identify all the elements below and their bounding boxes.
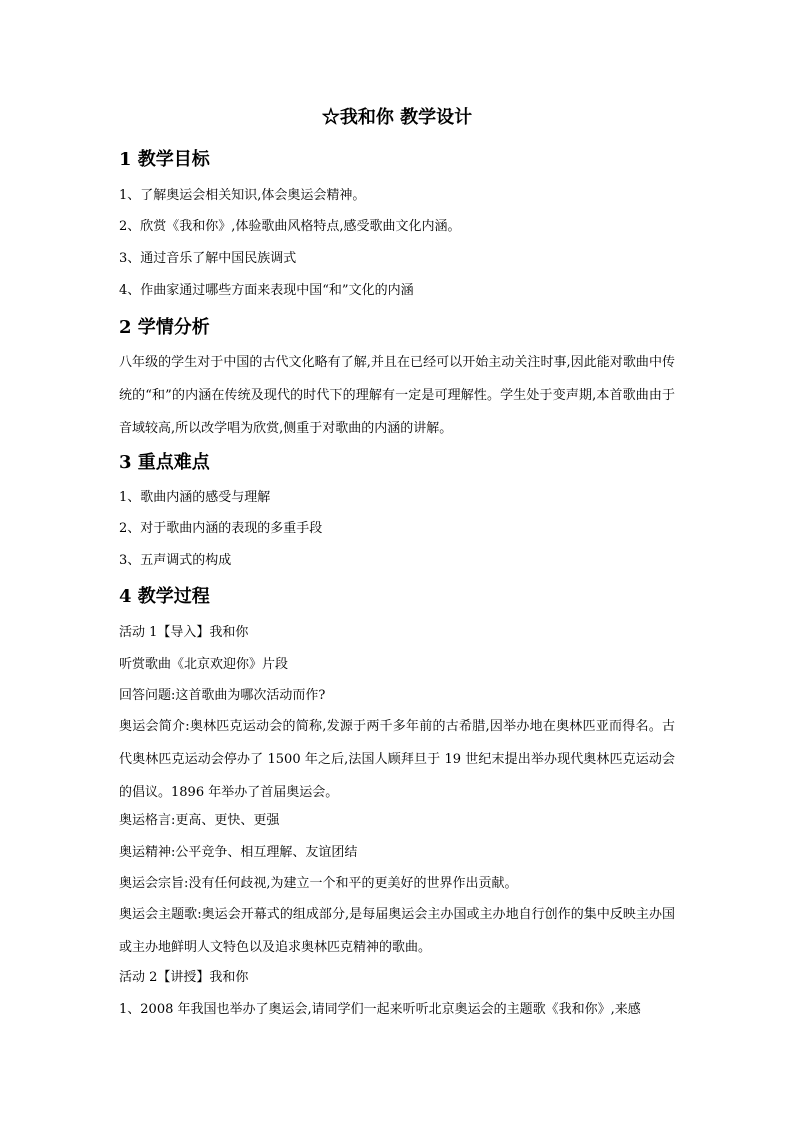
olympic-purpose-line: 奥运会宗旨:没有任何歧视,为建立一个和平的更美好的世界作出贡献。 xyxy=(119,876,518,891)
activity-1-title: 活动 1【导入】我和你 xyxy=(119,625,249,640)
section-heading-process: 4 教学过程 xyxy=(119,586,210,607)
section-heading-goals: 1 教学目标 xyxy=(119,149,210,170)
keypoint-item-1: 1、歌曲内涵的感受与理解 xyxy=(119,490,271,505)
goal-item-2: 2、欣赏《我和你》,体验歌曲风格特点,感受歌曲文化内涵。 xyxy=(119,219,461,234)
section-heading-analysis: 2 学情分析 xyxy=(119,317,210,338)
olympic-motto-line: 奥运格言:更高、更快、更强 xyxy=(119,813,280,828)
olympic-spirit-line: 奥运精神:公平竞争、相互理解、友谊团结 xyxy=(119,845,358,860)
goal-item-3: 3、通过音乐了解中国民族调式 xyxy=(119,251,297,266)
analysis-paragraph: 八年级的学生对于中国的古代文化略有了解,并且在已经可以开始主动关注时事,因此能对歌曲中传统的“和”的内涵在传统及现代的时代下的理解有一定是可理解性。学生处于变声期,本首歌曲由于音域较高,所以改学唱为欣赏,侧重于对歌曲的内涵的讲解。 xyxy=(119,355,675,436)
goal-item-1: 1、了解奥运会相关知识,体会奥运会精神。 xyxy=(119,188,366,203)
activity-2-line-1: 1、2008 年我国也举办了奥运会,请同学们一起来听听北京奥运会的主题歌《我和你》,来感 xyxy=(119,1002,641,1017)
document-title: ☆我和你 教学设计 xyxy=(321,107,473,128)
keypoint-item-3: 3、五声调式的构成 xyxy=(119,553,232,568)
section-heading-keypoints: 3 重点难点 xyxy=(119,452,210,473)
olympic-intro-paragraph: 奥运会简介:奥林匹克运动会的简称,发源于两千多年前的古希腊,因举办地在奥林匹亚而得名。古代奥林匹克运动会停办了 1500 年之后,法国人顾拜旦于 19 世纪末提出举办现代奥林匹克运动会的倡议。1896 年举办了首届奥运会。 xyxy=(119,719,675,800)
listen-line: 听赏歌曲《北京欢迎你》片段 xyxy=(119,657,289,672)
goal-item-4: 4、作曲家通过哪些方面来表现中国“和”文化的内涵 xyxy=(119,283,414,298)
activity-2-title: 活动 2【讲授】我和你 xyxy=(119,970,249,985)
theme-song-paragraph: 奥运会主题歌:奥运会开幕式的组成部分,是每届奥运会主办国或主办地自行创作的集中反映主办国或主办地鲜明人文特色以及追求奥林匹克精神的歌曲。 xyxy=(119,907,675,955)
keypoint-item-2: 2、对于歌曲内涵的表现的多重手段 xyxy=(119,521,323,536)
question-line: 回答问题:这首歌曲为哪次活动而作? xyxy=(119,688,326,703)
